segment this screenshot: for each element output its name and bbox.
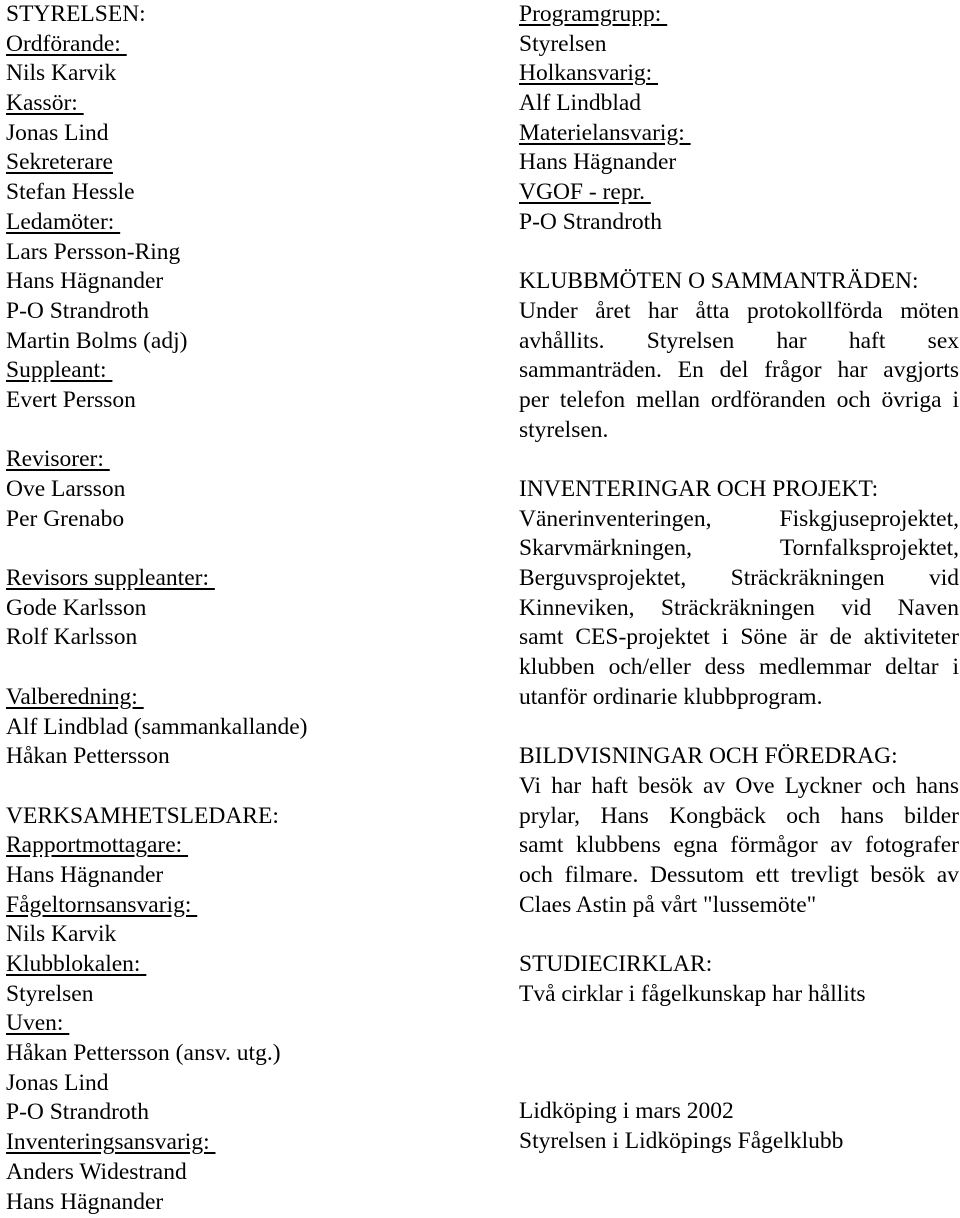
clubroom-label: Klubblokalen: [6, 951, 147, 977]
owl-name: Håkan Pettersson (ansv. utg.) [6, 1040, 281, 1067]
paragraph-line: prylar, Hans Kongbäck och hans bilder [519, 802, 959, 829]
members-label: Ledamöter: [6, 208, 121, 235]
member-name: Hans Hägnander [6, 268, 164, 295]
owl-name: Jonas Lind [6, 1069, 109, 1096]
auditors-label: Revisorer: [6, 446, 110, 473]
right-column [519, 0, 959, 1009]
paragraph-line: samt klubbens egna förmågor av fotografer [519, 832, 959, 859]
paragraph-line: Berguvsprojektet, Sträckräkningen vid [519, 565, 959, 592]
auditor-name: Per Grenabo [6, 505, 125, 532]
place-date: Lidköping i mars 2002 [519, 1098, 734, 1124]
program-name: Styrelsen [519, 30, 607, 57]
member-name: Martin Bolms (adj) [6, 327, 188, 354]
paragraph-line: avhållits. Styrelsen har haft sex [519, 327, 959, 354]
study-heading: STUDIECIRKLAR: [519, 951, 713, 977]
program-label: Programgrupp: [519, 1, 668, 27]
paragraph-line: Claes Astin på vårt "lussemöte" [519, 891, 817, 918]
nomination-name: Alf Lindblad (sammankallande) [6, 713, 308, 740]
slides-heading: BILDVISNINGAR OCH FÖREDRAG: [519, 743, 898, 770]
treasurer-label: Kassör: [6, 90, 84, 117]
deputy-name: Evert Persson [6, 386, 136, 413]
auditor-name: Ove Larsson [6, 476, 126, 502]
vgof-name: P-O Strandroth [519, 208, 662, 235]
paragraph-line: utanför ordinarie klubbprogram. [519, 683, 823, 710]
paragraph-line: Under året har åtta protokollförda möten [519, 297, 959, 324]
deputy-label: Suppleant: [6, 357, 113, 384]
nomination-name: Håkan Pettersson [6, 743, 170, 770]
paragraph-line: Skarvmärkningen, Tornfalksprojektet, [519, 535, 959, 562]
auditor-deputy-name: Gode Karlsson [6, 594, 147, 621]
inventory-label: Inventeringsansvarig: [6, 1129, 216, 1156]
paragraph-line: samt CES-projektet i Söne är de aktiviteter [519, 624, 959, 651]
nomination-label: Valberedning: [6, 683, 144, 710]
paragraph-line: styrelsen. [519, 416, 609, 443]
signature: Styrelsen i Lidköpings Fågelklubb [519, 1127, 844, 1154]
material-name: Hans Hägnander [519, 149, 677, 176]
signoff [519, 1097, 843, 1156]
activity-heading: VERKSAMHETSLEDARE: [6, 802, 279, 829]
inventory-name: Hans Hägnander [6, 1188, 164, 1215]
member-name: P-O Strandroth [6, 297, 149, 324]
auditor-deputy-name: Rolf Karlsson [6, 624, 138, 651]
secretary-name: Stefan Hessle [6, 179, 135, 206]
tower-name: Nils Karvik [6, 921, 117, 948]
paragraph-line: sammanträden. En del frågor har avgjorts [519, 357, 959, 384]
chair-name: Nils Karvik [6, 60, 117, 87]
secretary-label: Sekreterare [6, 149, 113, 176]
left-column [6, 0, 486, 1217]
auditor-deputies-label: Revisors suppleanter: [6, 565, 215, 592]
paragraph-line: Vi har haft besök av Ove Lyckner och hans [519, 772, 959, 799]
inventory-name: Anders Widestrand [6, 1158, 187, 1185]
board-heading: STYRELSEN: [6, 1, 146, 27]
meetings-heading: KLUBBMÖTEN O SAMMANTRÄDEN: [519, 268, 919, 295]
clubroom-name: Styrelsen [6, 980, 94, 1007]
paragraph-line: och filmare. Dessutom ett trevligt besök av [519, 861, 959, 888]
owl-label: Uven: [6, 1010, 70, 1037]
paragraph-line: Kinneviken, Sträckräkningen vid Naven [519, 594, 959, 621]
meetings-paragraph [519, 297, 959, 445]
projects-heading: INVENTERINGAR OCH PROJEKT: [519, 476, 879, 502]
report-name: Hans Hägnander [6, 861, 164, 888]
owl-name: P-O Strandroth [6, 1099, 149, 1126]
treasurer-name: Jonas Lind [6, 119, 109, 146]
member-name: Lars Persson-Ring [6, 238, 181, 265]
projects-paragraph [519, 505, 959, 713]
paragraph-line: per telefon mellan ordföranden och övriga i [519, 386, 959, 413]
tower-label: Fågeltornsansvarig: [6, 891, 198, 918]
paragraph-line: Vänerinventeringen, Fiskgjuseprojektet, [519, 505, 959, 532]
chair-label: Ordförande: [6, 30, 127, 57]
study-text: Två cirklar i fågelkunskap har hållits [519, 980, 866, 1007]
holk-name: Alf Lindblad [519, 90, 642, 117]
vgof-label: VGOF - repr. [519, 179, 651, 206]
holk-label: Holkansvarig: [519, 60, 659, 87]
report-label: Rapportmottagare: [6, 832, 189, 859]
slides-paragraph [519, 772, 959, 920]
paragraph-line: klubben och/eller dess medlemmar deltar i [519, 654, 959, 681]
material-label: Materielansvarig: [519, 119, 691, 146]
